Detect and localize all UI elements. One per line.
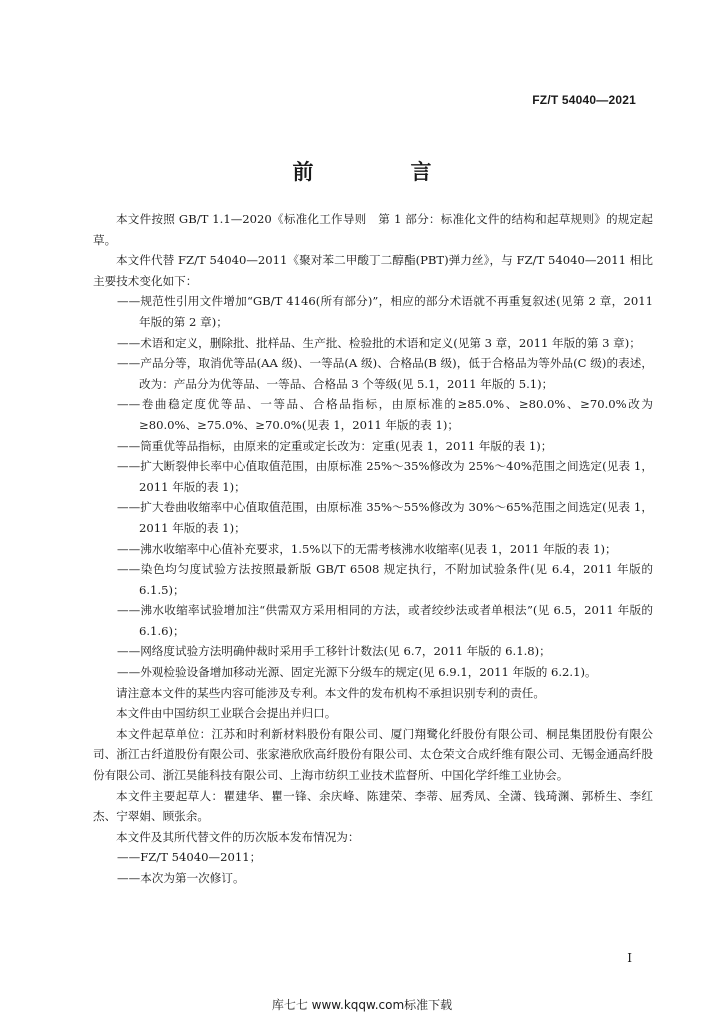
dash-list-item: ——术语和定义，删除批、批样品、生产批、检验批的术语和定义(见第 3 章，2011 年版的第 3 章)； (117, 335, 641, 350)
document-body (93, 209, 653, 889)
paragraph: 本文件按照 GB/T 1.1—2020《标准化工作导则 第 1 部分：标准化文件的结构和起草规则》的规定起草。 (93, 212, 653, 247)
page-number: I (627, 951, 632, 965)
page-title: 前 言 (292, 160, 470, 184)
dash-list-item: ——卷曲稳定度优等品、一等品、合格品指标，由原标准的≥85.0%、≥80.0%、≥70.0%改为≥80.0%、≥75.0%、≥70.0%(见表 1，2011 年版的表 1)； (117, 397, 653, 432)
dash-list-item: ——本次为第一次修订。 (117, 871, 245, 885)
dash-list-item: ——产品分等，取消优等品(AA 级)、一等品(A 级)、合格品(B 级)，低于合格品为等外品(C 级)的表述，改为：产品分为优等品、一等品、合格品 3 个等级(见 5.1，2011 年版的 5.1)； (117, 356, 653, 391)
dash-list-item: ——扩大断裂伸长率中心值取值范围，由原标准 25%～35%修改为 25%～40%范围之间选定(见表 1，2011 年版的表 1)； (117, 459, 653, 494)
dash-list-item: ——筒重优等品指标，由原来的定重或定长改为：定重(见表 1，2011 年版的表 1)； (117, 438, 553, 453)
paragraph: 本文件由中国纺织工业联合会提出并归口。 (116, 706, 337, 721)
dash-list-item: ——染色均匀度试验方法按照最新版 GB/T 6508 规定执行，不附加试验条件(见 6.4，2011 年版的 6.1.5)； (117, 562, 653, 597)
paragraph: 本文件主要起草人：瞿建华、瞿一锋、余庆峰、陈建荣、李蒂、屈秀凤、全潇、钱琦渊、郭桥生、李红杰、宁翠娟、顾张余。 (93, 788, 653, 824)
paragraph: 本文件代替 FZ/T 54040—2011《聚对苯二甲酸丁二醇酯(PBT)弹力丝》，与 FZ/T 54040—2011 相比主要技术变化如下： (93, 253, 653, 288)
dash-list-item: ——沸水收缩率试验增加注“供需双方采用相同的方法，或者绞纱法或者单根法”(见 6.5，2011 年版的 6.1.6)； (117, 603, 653, 638)
paragraph: 本文件及其所代替文件的历次版本发布情况为： (116, 829, 360, 844)
dash-list-item: ——网络度试验方法明确仲裁时采用手工移针计数法(见 6.7，2011 年版的 6.1.8)； (117, 644, 551, 659)
footer-watermark: 库七七 www.kqqw.com标准下载 (271, 998, 453, 1012)
dash-list-item: ——规范性引用文件增加“GB/T 4146(所有部分)”，相应的部分术语就不再重复叙述(见第 2 章，2011 年版的第 2 章)； (117, 294, 653, 329)
paragraph: 请注意本文件的某些内容可能涉及专利。本文件的发布机构不承担识别专利的责任。 (116, 685, 545, 700)
dash-list-item: ——扩大卷曲收缩率中心值取值范围，由原标准 35%～55%修改为 30%～65%范围之间选定(见表 1，2011 年版的表 1)； (117, 500, 653, 535)
dash-list-item: ——FZ/T 54040—2011； (117, 850, 262, 865)
paragraph: 本文件起草单位：江苏和时利新材料股份有限公司、厦门翔鹭化纤股份有限公司、桐昆集团股份有限公司、浙江古纤道股份有限公司、张家港欣欣高纤股份有限公司、太仓荣文合成纤维有限公司、无锡金通高纤股份有限公司、浙江昊能科技有限公司、上海市纺织工业技术监督所、中国化学纤维工业协会。 (93, 726, 653, 783)
standard-number: FZ/T 54040—2021 (532, 93, 636, 107)
dash-list-item: ——外观检验设备增加移动光源、固定光源下分级车的规定(见 6.9.1，2011 年版的 6.2.1)。 (117, 665, 597, 680)
dash-list-item: ——沸水收缩率中心值补充要求，1.5%以下的无需考核沸水收缩率(见表 1，2011 年版的表 1)； (117, 541, 617, 556)
